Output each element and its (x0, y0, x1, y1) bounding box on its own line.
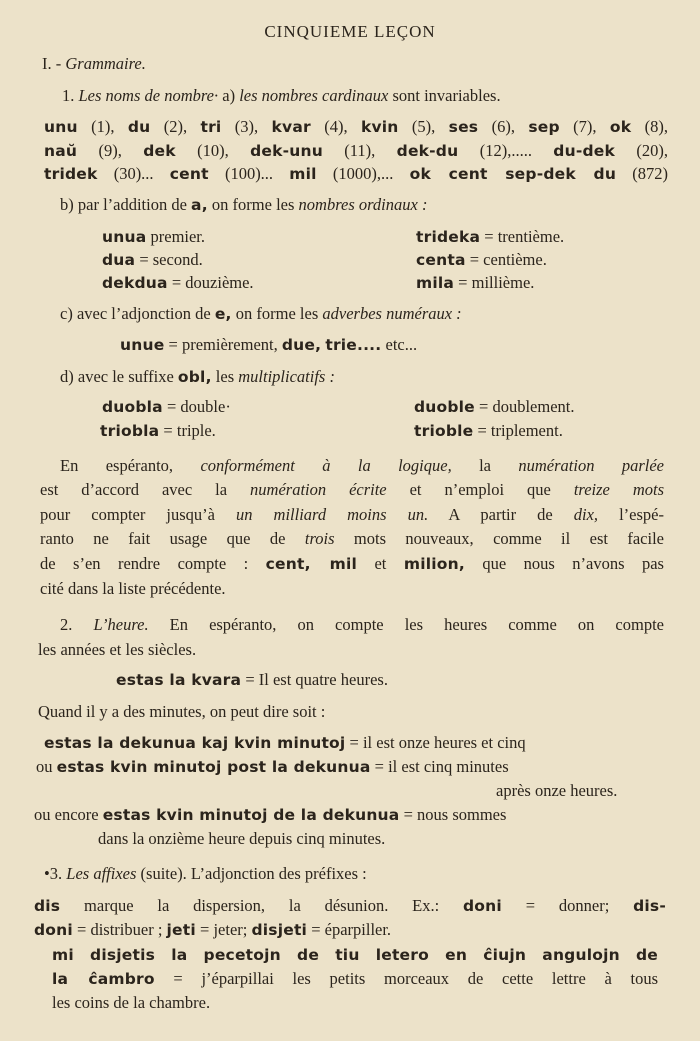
paragraph-b (60, 195, 427, 215)
esperanto-word: unue (120, 336, 165, 354)
italic-term: trois (304, 529, 335, 548)
esperanto-word: jeti (166, 921, 196, 939)
text: on forme les (235, 304, 319, 323)
sub-label: a) (222, 86, 236, 105)
page-title: CINQUIEME LEÇON (264, 22, 436, 41)
item-number: •3. (44, 864, 67, 883)
affixes-line-3 (34, 920, 391, 940)
cardinal-line-2 (44, 141, 668, 161)
esperanto-word: ok cent sep-dek du (409, 165, 617, 183)
multiplicative-row: triobla = triple. (100, 421, 216, 440)
esperanto-word: ok (609, 118, 632, 136)
esperanto-word: unu (44, 118, 78, 136)
translation: trentième. (497, 227, 565, 246)
section-heading (42, 54, 146, 74)
esperanto-word: du (127, 118, 151, 136)
translation: douzième. (185, 273, 254, 292)
text: marque la dispersion, la désunion. Ex.: (60, 896, 464, 915)
text: (6), (478, 117, 529, 136)
text: (2), (150, 117, 201, 136)
esperanto-suffix: obl, (177, 368, 212, 386)
text: ou encore (34, 805, 99, 824)
text: (5), (398, 117, 449, 136)
paragraph-d (60, 367, 335, 387)
translation: = Il est quatre heures. (245, 670, 388, 689)
text: (7), (559, 117, 610, 136)
text: et n’emploi que (386, 480, 574, 499)
translation: = nous sommes (403, 805, 507, 824)
text: sont invariables. (392, 86, 501, 105)
text: etc... (385, 335, 418, 354)
text: c) avec l’adjonction de (60, 304, 211, 323)
esperanto-word: dek-unu (250, 142, 323, 160)
translation: = j’éparpillai les petits morceaux de cette lettre à tous (154, 969, 658, 988)
italic-term: adverbes numéraux : (322, 304, 462, 323)
hour-example-3-cont: après onze heures. (496, 781, 618, 800)
esperanto-phrase: estas kvin minutoj de la dekunua (102, 806, 400, 824)
item-label: Les noms de nombre· (78, 86, 219, 105)
text: = donner; (501, 896, 634, 915)
esperanto-word: duobla (102, 398, 163, 416)
text: (20), (614, 141, 668, 160)
text: = distribuer ; (72, 920, 167, 939)
esperanto-word: sep (528, 118, 560, 136)
esperanto-word: due, (281, 336, 322, 354)
cardinal-line-1 (44, 117, 668, 137)
text: que nous n’avons pas (464, 554, 664, 573)
section-label: Grammaire. (65, 54, 146, 73)
ordinal-row: dua = second. (102, 250, 203, 269)
esperanto-suffix: e, (214, 305, 232, 323)
esperanto-word: milion, (403, 555, 465, 573)
esperanto-word: dekdua (102, 274, 168, 292)
text: la (451, 456, 519, 475)
translation: = il est onze heures et cinq (349, 733, 526, 752)
esperanto-word: doni (463, 897, 502, 915)
esperanto-word: mil (289, 165, 317, 183)
text: En espéranto, on compte les heures comme on compte (148, 615, 665, 634)
italic-term: Les affixes (66, 864, 137, 883)
esperanto-word: dek-du (396, 142, 459, 160)
translation: double· (180, 397, 231, 416)
item-number: 1. (62, 86, 75, 105)
text: En espéranto, (60, 456, 201, 475)
numeration-line-6: cité dans la liste précédente. (40, 579, 226, 598)
item-number: 2. (60, 615, 94, 634)
text: ou (36, 757, 53, 776)
translation: triplement. (490, 421, 563, 440)
italic-term: dix, (573, 505, 599, 524)
translation: centième. (483, 250, 547, 269)
italic-term: multiplicatifs : (238, 367, 335, 386)
affixes-heading (44, 864, 367, 884)
affixes-example-sentence: mi disjetis la pecetojn de tiu letero en ĉiujn angulojn de (52, 946, 658, 964)
esperanto-word: trie.... (325, 336, 382, 354)
translation: premièrement, (181, 335, 278, 354)
hour-line-3: Quand il y a des minutes, on peut dire soit : (38, 702, 326, 721)
italic-term: numération écrite (250, 480, 387, 499)
esperanto-word: kvar (271, 118, 311, 136)
affixes-line-5 (52, 969, 658, 989)
text: (872) (616, 164, 669, 183)
esperanto-word: centa (416, 251, 466, 269)
text: l’espé- (598, 505, 664, 524)
text: (100)... (208, 164, 290, 183)
text: et (357, 554, 404, 573)
italic-term: L’heure. (93, 615, 149, 634)
translation: premier. (150, 227, 206, 246)
esperanto-word: tri (200, 118, 222, 136)
hour-example-1 (116, 670, 388, 690)
text: (30)... (97, 164, 170, 183)
hour-heading (60, 615, 664, 635)
esperanto-word: doni (34, 921, 73, 939)
esperanto-word: tridek (44, 165, 98, 183)
esperanto-word: dis (34, 897, 61, 915)
hour-line-2: les années et les siècles. (38, 640, 197, 659)
text: b) par l’addition de (60, 195, 187, 214)
text: (11), (322, 141, 397, 160)
numeration-line-3 (40, 505, 664, 525)
hour-example-4-cont: dans la onzième heure depuis cinq minutes. (98, 829, 386, 848)
section-number: I. - (42, 54, 62, 73)
text: les (215, 367, 235, 386)
ordinal-row: trideka = trentième. (416, 227, 565, 246)
text: (9), (77, 141, 144, 160)
text: (suite). L’adjonction des préfixes : (136, 864, 367, 883)
text: on forme les (211, 195, 295, 214)
esperanto-word: dis- (633, 897, 666, 915)
esperanto-phrase: estas la kvara (116, 671, 242, 689)
adverbs-line: unue = premièrement, due, trie.... etc... (120, 335, 418, 354)
text: (1), (77, 117, 128, 136)
italic-term: numération parlée (518, 456, 665, 475)
text: (8), (631, 117, 668, 136)
multiplicative-row: duoble = doublement. (414, 397, 575, 416)
italic-term: nombres ordinaux : (298, 195, 428, 214)
paragraph-c (60, 304, 462, 324)
numeration-line-5 (40, 554, 664, 574)
italic-term: les nombres cardinaux (239, 86, 389, 105)
esperanto-word: naŭ (44, 142, 78, 160)
multiplicative-row: duobla = double· (102, 397, 231, 416)
text: = jeter; (195, 920, 252, 939)
translation: doublement. (492, 397, 575, 416)
italic-term: un milliard moins un. (236, 505, 429, 524)
esperanto-phrase: estas kvin minutoj post la dekunua (56, 758, 371, 776)
esperanto-word: disjeti (251, 921, 308, 939)
translation: second. (152, 250, 203, 269)
cardinal-line-3 (44, 164, 668, 184)
text: pour compter jusqu’à (40, 505, 236, 524)
esperanto-word: du-dek (553, 142, 615, 160)
ordinal-row: mila = millième. (416, 273, 535, 292)
esperanto-word: kvin (360, 118, 399, 136)
text: d) avec le suffixe (60, 367, 174, 386)
text: mots nouveaux, comme il est facile (334, 529, 664, 548)
esperanto-suffix: a, (191, 196, 208, 214)
text: (12),..... (458, 141, 554, 160)
text: (4), (310, 117, 361, 136)
hour-example-3 (36, 757, 509, 777)
text: (10), (175, 141, 251, 160)
hour-example-4 (34, 805, 506, 825)
esperanto-word: duoble (414, 398, 475, 416)
text: ranto ne fait usage que de (40, 529, 305, 548)
numeration-line-4 (40, 529, 664, 549)
italic-term: conformément à la logique, (200, 456, 452, 475)
text: est d’accord avec la (40, 480, 251, 499)
esperanto-word: trioble (414, 422, 474, 440)
translation: triple. (176, 421, 216, 440)
italic-term: treize mots (573, 480, 664, 499)
text: de s’en rendre compte : (40, 554, 266, 573)
esperanto-word: mila (416, 274, 455, 292)
esperanto-word: cent (169, 165, 209, 183)
ordinal-row: centa = centième. (416, 250, 547, 269)
text: = éparpiller. (307, 920, 392, 939)
ordinal-row (102, 227, 205, 247)
hour-example-2 (44, 733, 526, 753)
esperanto-phrase: la ĉambro (52, 970, 155, 988)
esperanto-word: triobla (100, 422, 160, 440)
esperanto-word: dek (143, 142, 176, 160)
text: (3), (221, 117, 272, 136)
text: A partir de (428, 505, 574, 524)
numeration-line-1 (60, 456, 664, 476)
affixes-line-2 (34, 896, 666, 916)
translation: millième. (471, 273, 535, 292)
ordinal-row: dekdua = douzième. (102, 273, 254, 292)
esperanto-word: cent, mil (265, 555, 357, 573)
esperanto-word: unua (102, 228, 147, 246)
esperanto-word: ses (448, 118, 479, 136)
esperanto-word: dua (102, 251, 136, 269)
translation: = il est cinq minutes (374, 757, 509, 776)
esperanto-word: trideka (416, 228, 481, 246)
paragraph-1-heading (62, 86, 501, 106)
affixes-line-6: les coins de la chambre. (52, 993, 211, 1012)
esperanto-phrase: estas la dekunua kaj kvin minutoj (44, 734, 346, 752)
numeration-line-2 (40, 480, 664, 500)
multiplicative-row: trioble = triplement. (414, 421, 563, 440)
text: (1000),... (316, 164, 410, 183)
